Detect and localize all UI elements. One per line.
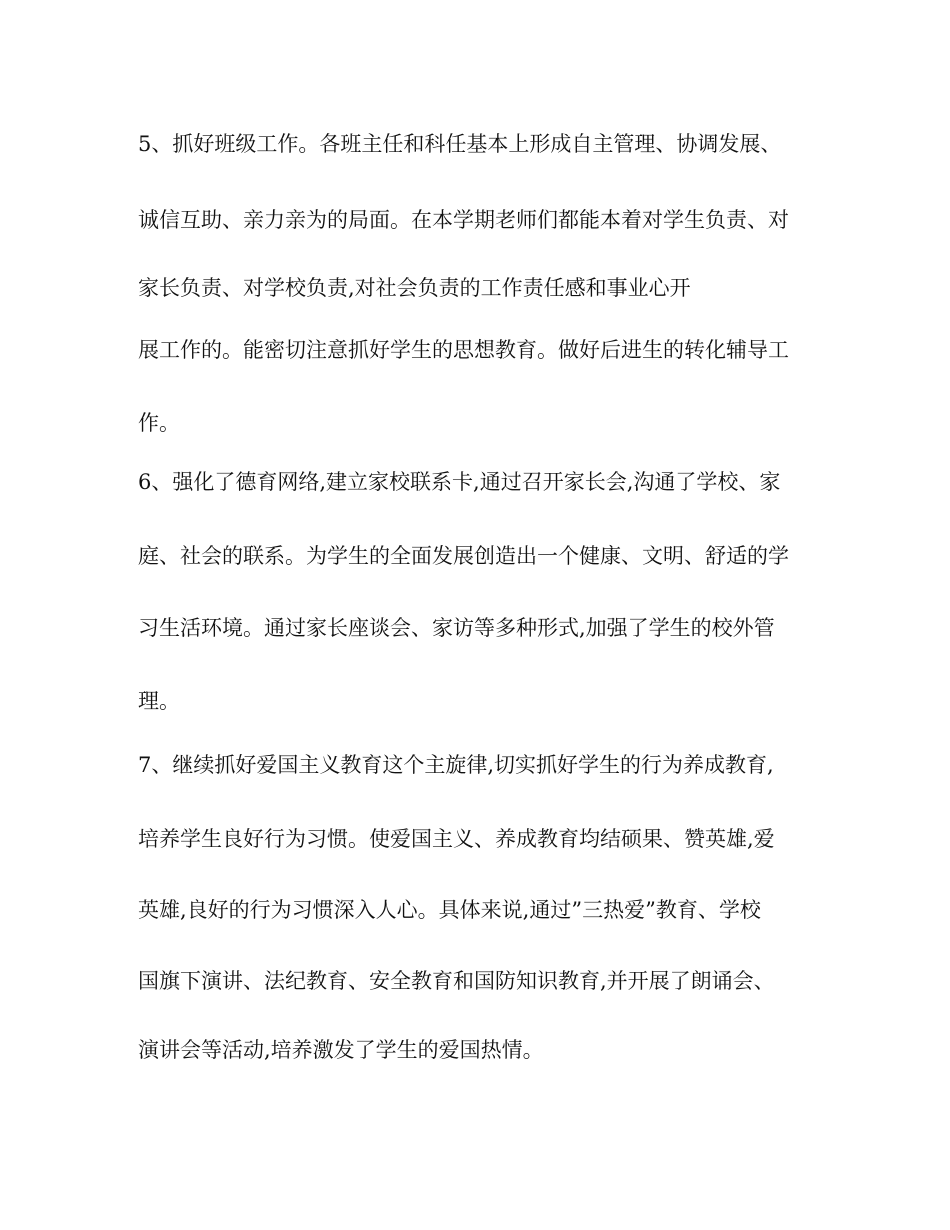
text-line: 5、抓好班级工作。各班主任和科任基本上形成自主管理、协调发展、	[138, 132, 782, 156]
text-line: 诚信互助、亲力亲为的局面。在本学期老师们都能本着对学生负责、对	[138, 208, 789, 232]
text-line: 习生活环境。通过家长座谈会、家访等多种形式,加强了学生的校外管	[138, 616, 775, 640]
text-line: 理。	[138, 689, 180, 713]
text-line: 培养学生良好行为习惯。使爱国主义、养成教育均结硕果、赞英雄,爱	[138, 827, 775, 851]
text-line: 作。	[138, 411, 180, 435]
text-line: 英雄,良好的行为习惯深入人心。具体来说,通过”三热爱”教育、学校	[138, 898, 761, 922]
text-line: 演讲会等活动,培养激发了学生的爱国热情。	[138, 1038, 544, 1062]
text-line: 庭、社会的联系。为学生的全面发展创造出一个健康、文明、舒适的学	[138, 544, 789, 568]
text-line: 展工作的。能密切注意抓好学生的思想教育。做好后进生的转化辅导工	[138, 338, 789, 362]
text-line: 国旗下演讲、法纪教育、安全教育和国防知识教育,并开展了朗诵会、	[138, 969, 775, 993]
text-line: 家长负责、对学校负责,对社会负责的工作责任感和事业心开	[138, 276, 691, 300]
text-line: 7、继续抓好爱国主义教育这个主旋律,切实抓好学生的行为养成教育,	[138, 753, 774, 777]
text-line: 6、强化了德育网络,建立家校联系卡,通过召开家长会,沟通了学校、家	[138, 470, 781, 494]
